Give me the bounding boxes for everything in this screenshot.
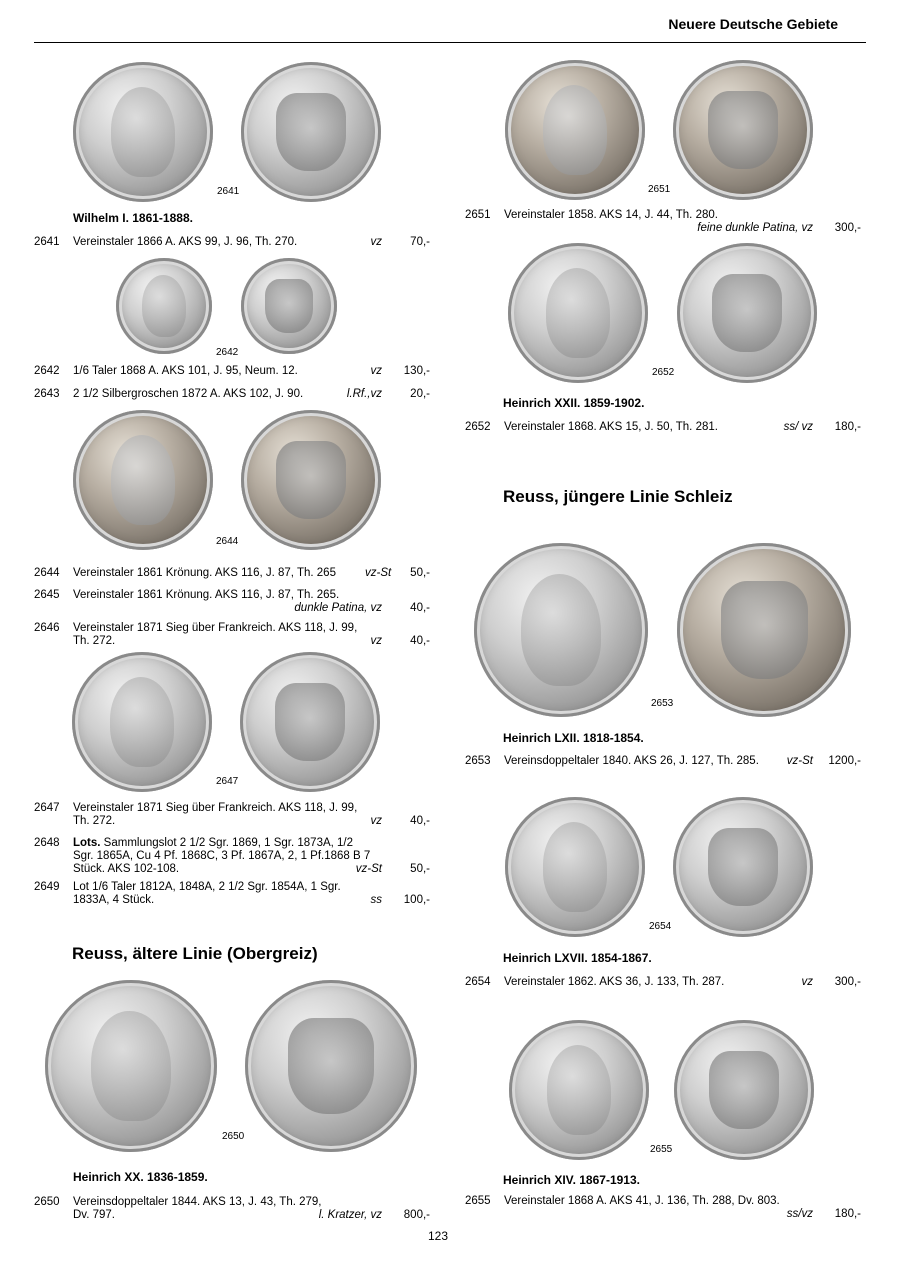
lot-entry-2647 [34,802,430,828]
lot-price: 100,- [403,894,430,906]
lot-description: Vereinstaler 1858. AKS 14, J. 44, Th. 280. [504,209,718,221]
lot-number: 2643 [34,388,60,400]
lot-description-line1 [73,837,353,850]
coin-number-label: 2642 [216,347,239,358]
coin-2655-obverse [509,1020,649,1160]
lot-price: 50,- [410,567,430,579]
lot-description-cont: Stück. AKS 102-108. [73,863,180,875]
lot-description: Vereinstaler 1871 Sieg über Frankreich. AKS 118, J. 99, [73,802,358,814]
lot-number: 2655 [465,1195,491,1207]
coin-2654-obverse [505,797,645,937]
lot-grade: vz [370,365,382,377]
lot-price: 70,- [410,236,430,248]
lot-number: 2650 [34,1196,60,1208]
ruler-heading: Wilhelm I. 1861-1888. [73,211,193,225]
ruler-heading: Heinrich XXII. 1859-1902. [503,396,645,410]
coin-2652-reverse [677,243,817,383]
lot-price: 130,- [403,365,430,377]
coin-2654-reverse [673,797,813,937]
lot-price: 20,- [410,388,430,400]
lot-description: Vereinstaler 1871 Sieg über Frankreich. AKS 118, J. 99, [73,622,358,634]
lot-description: Lot 1/6 Taler 1812A, 1848A, 2 1/2 Sgr. 1854A, 1 Sgr. [73,881,341,893]
lot-number: 2641 [34,236,60,248]
coin-2644-obverse [73,410,213,550]
lot-description: Vereinsdoppeltaler 1844. AKS 13, J. 43, Th. 279, [73,1196,322,1208]
lot-price: 50,- [410,863,430,875]
coin-2641-reverse [241,62,381,202]
lot-number: 2648 [34,837,60,849]
lot-description: 1/6 Taler 1868 A. AKS 101, J. 95, Neum. 12. [73,365,298,377]
coin-2644-reverse [241,410,381,550]
lot-price: 40,- [410,602,430,614]
lot-number: 2644 [34,567,60,579]
lot-grade: vz-St [355,863,382,875]
lot-number: 2646 [34,622,60,634]
section-heading: Reuss, jüngere Linie Schleiz [503,487,733,506]
coin-number-label: 2644 [216,536,239,547]
coin-2641-obverse [73,62,213,202]
lot-price: 300,- [834,222,861,234]
lot-description: 2 1/2 Silbergroschen 1872 A. AKS 102, J. 90. [73,388,304,400]
coin-2652-obverse [508,243,648,383]
lot-grade: vz-St [365,567,392,579]
lot-grade: dunkle Patina, vz [294,602,382,614]
lot-price: 40,- [410,815,430,827]
lot-description: Sammlungslot 2 1/2 Sgr. 1869, 1 Sgr. 1873A, 1/2 [100,837,354,849]
lot-entry-2649 [34,881,430,907]
coin-2642-obverse [116,258,212,354]
coin-2647-obverse [72,652,212,792]
coin-2655-reverse [674,1020,814,1160]
lot-grade: feine dunkle Patina, vz [697,222,813,234]
lot-description: Vereinstaler 1861 Krönung. AKS 116, J. 87, Th. 265 [73,567,336,579]
lot-entry-2645 [34,589,430,615]
coin-2650-reverse [245,980,417,1152]
coin-number-label: 2655 [650,1144,673,1155]
lot-description: Vereinsdoppeltaler 1840. AKS 26, J. 127, Th. 285. [504,755,759,767]
coin-number-label: 2647 [216,776,239,787]
lot-price: 180,- [834,1208,861,1220]
lot-price: 300,- [834,976,861,988]
lot-price: 40,- [410,635,430,647]
lot-grade: vz [370,635,382,647]
lot-description: Vereinstaler 1868. AKS 15, J. 50, Th. 281. [504,421,718,433]
coin-number-label: 2654 [649,921,672,932]
coin-2653-obverse [474,543,648,717]
lot-grade: ss [370,894,382,906]
lot-grade: vz [370,236,382,248]
coin-number-label: 2651 [648,184,671,195]
lot-grade: l.Rf.,vz [346,388,382,400]
lot-grade: ss/ vz [783,421,813,433]
page-header-title: Neuere Deutsche Gebiete [668,16,838,32]
lot-entry-2651 [465,209,861,235]
ruler-heading: Heinrich LXII. 1818-1854. [503,731,644,745]
lot-description-cont: Sgr. 1865A, Cu 4 Pf. 1868C, 3 Pf. 1867A, 2, 1 Pf.1868 B 7 [73,850,371,862]
coin-number-label: 2653 [651,698,674,709]
ruler-heading: Heinrich XX. 1836-1859. [73,1170,208,1184]
lot-grade: vz [801,976,813,988]
lot-entry-2655 [465,1195,861,1221]
coin-2642-reverse [241,258,337,354]
lot-entry-2646 [34,622,430,648]
lot-grade: vz [370,815,382,827]
coin-2651-obverse [505,60,645,200]
coin-2650-obverse [45,980,217,1152]
section-heading: Reuss, ältere Linie (Obergreiz) [72,944,318,963]
ruler-heading: Heinrich XIV. 1867-1913. [503,1173,640,1187]
lot-grade: vz-St [786,755,813,767]
ruler-heading: Heinrich LXVII. 1854-1867. [503,951,652,965]
lot-price: 180,- [834,421,861,433]
header-divider [34,42,866,43]
lot-number: 2642 [34,365,60,377]
lot-entry-2648 [34,837,430,876]
lot-description-cont: Th. 272. [73,635,116,647]
coin-number-label: 2652 [652,367,675,378]
lot-description: Vereinstaler 1861 Krönung. AKS 116, J. 87, Th. 265. [73,589,340,601]
lot-number: 2649 [34,881,60,893]
lot-number: 2653 [465,755,491,767]
coin-2651-reverse [673,60,813,200]
lot-description-cont: Th. 272. [73,815,116,827]
lot-number: 2647 [34,802,60,814]
coin-2647-reverse [240,652,380,792]
lot-description-cont: Dv. 797. [73,1209,115,1221]
lot-price: 1200,- [828,755,861,767]
lot-grade: l. Kratzer, vz [318,1209,382,1221]
lot-grade: ss/vz [786,1208,813,1220]
lot-entry-2650 [34,1196,430,1222]
lot-description: Vereinstaler 1866 A. AKS 99, J. 96, Th. 270. [73,236,298,248]
lot-number: 2654 [465,976,491,988]
lot-price: 800,- [403,1209,430,1221]
lot-number: 2652 [465,421,491,433]
lot-description: Vereinstaler 1862. AKS 36, J. 133, Th. 287. [504,976,725,988]
lot-number: 2651 [465,209,491,221]
lot-description: Vereinstaler 1868 A. AKS 41, J. 136, Th. 288, Dv. 803. [504,1195,780,1207]
lot-description-cont: 1833A, 4 Stück. [73,894,155,906]
page-number: 123 [428,1229,449,1243]
coin-2653-reverse [677,543,851,717]
coin-number-label: 2641 [217,186,240,197]
lot-number: 2645 [34,589,60,601]
coin-number-label: 2650 [222,1131,245,1142]
lot-category-label: Lots. [73,837,101,849]
